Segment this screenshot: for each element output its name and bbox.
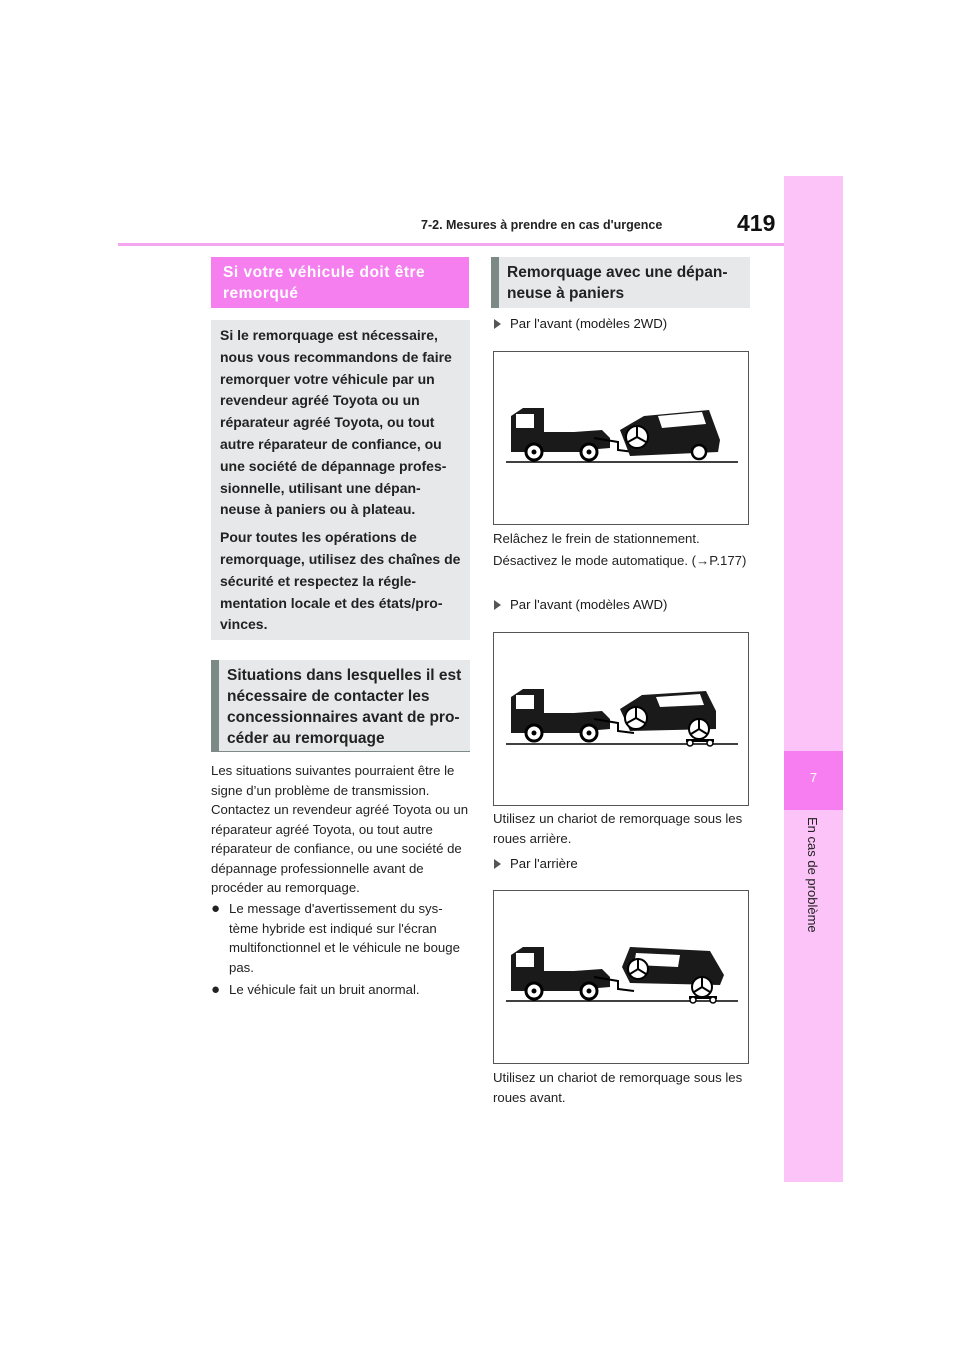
dolly-towing-heading: Remorquage avec une dépan-neuse à paniers (491, 257, 750, 308)
chapter-title: En cas de problème (805, 817, 820, 933)
tow-truck-illustration-front-awd (493, 632, 749, 806)
case-label-rear (494, 856, 578, 871)
list-item (211, 899, 469, 977)
header-rule (118, 243, 784, 246)
main-section-title: Si votre véhicule doit être remorqué (211, 257, 469, 308)
tow-truck-illustration-rear (493, 890, 749, 1064)
chapter-side-tab (784, 176, 843, 1182)
list-item (211, 980, 469, 1000)
triangle-right-icon (494, 859, 501, 869)
bullet-text: Le véhicule fait un bruit anormal. (229, 982, 420, 997)
tow-truck-illustration (494, 352, 748, 524)
disc-bullet-icon: ● (211, 900, 221, 917)
situations-intro: Les situations suivantes pourraient être le signe d’un problème de transmission. Contactez un revendeur agréé Toyota ou un réparateur agréé Toyota, ou tout autre réparateur de confiance, ou une société de dépannage professionnelle avant de procéder au remorquage. (211, 763, 469, 895)
case-label-front-awd (494, 597, 667, 612)
intro-box (211, 320, 470, 640)
triangle-right-icon (494, 319, 501, 329)
case-label-text: Par l'avant (modèles AWD) (510, 597, 668, 612)
case-label-text: Par l'avant (modèles 2WD) (510, 316, 668, 331)
case-label-front-2wd (494, 316, 667, 331)
case-note: Utilisez un chariot de remorquage sous les roues arrière. (493, 811, 743, 846)
tow-truck-illustration (494, 891, 748, 1063)
triangle-right-icon (494, 600, 501, 610)
page-number: 419 (737, 210, 776, 236)
disc-bullet-icon: ● (211, 981, 221, 998)
case-note: Désactivez le mode automatique. (→P.177) (493, 553, 747, 568)
case-note: Utilisez un chariot de remorquage sous les roues avant. (493, 1070, 743, 1105)
case-note: Relâchez le frein de stationnement. (493, 531, 700, 546)
intro-paragraph: Pour toutes les opérations de remorquage, utilisez des chaînes de sécurité et respectez la régle-mentation locale et des états/pro-vinces. (220, 529, 461, 633)
intro-paragraph: Si le remorquage est nécessaire, nous vous recommandons de faire remorquer votre véhicule par un revendeur agréé Toyota ou un réparateur agréé Toyota, ou tout autre réparateur de confiance, ou une société de dépannage profes-sionnelle, utilisant une dépan-neuse à paniers ou à plateau. (220, 327, 452, 518)
tow-truck-illustration-front-2wd (493, 351, 749, 525)
tow-truck-illustration (494, 633, 748, 805)
section-header: 7-2. Mesures à prendre en cas d'urgence (421, 218, 663, 232)
chapter-number: 7 (809, 770, 818, 785)
bullet-text: Le message d'avertissement du sys-tème hybride est indiqué sur l'écran multifonctionnel et le véhicule ne bouge pas. (229, 901, 460, 975)
situations-heading: Situations dans lesquelles il est nécessaire de contacter les concessionnaires avant de pro-céder au remorquage (211, 660, 470, 752)
case-label-text: Par l'arrière (510, 856, 578, 871)
